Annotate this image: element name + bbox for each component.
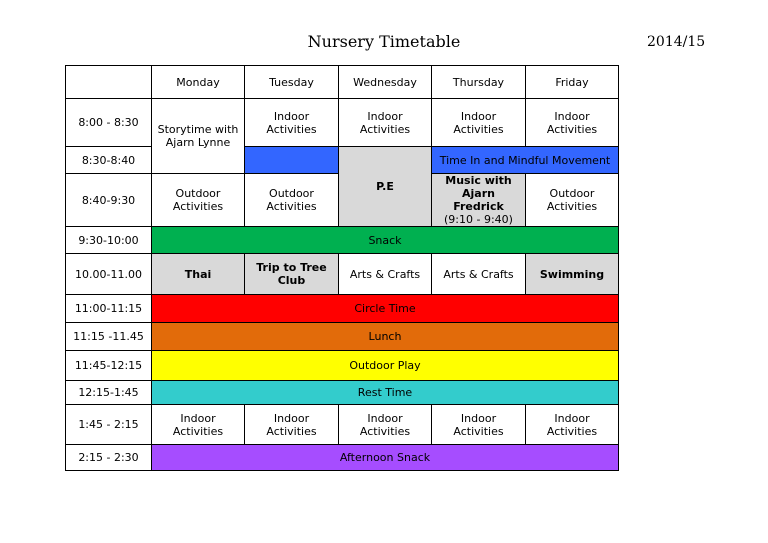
time-cell: 9:30-10:00 [66,227,152,254]
lunch-band: Lunch [152,323,619,351]
friday-cell: Indoor Activities [526,99,619,147]
swimming-cell: Swimming [526,254,619,295]
time-cell: 8:00 - 8:30 [66,99,152,147]
thai-cell: Thai [152,254,245,295]
tuesday-cell: Indoor Activities [245,405,339,445]
timetable [65,65,619,471]
header-row [66,66,619,99]
outdoor-play-band: Outdoor Play [152,351,619,381]
time-cell: 12:15-1:45 [66,381,152,405]
table-row [66,295,619,323]
table-row [66,381,619,405]
time-cell: 8:30-8:40 [66,147,152,174]
page-title: Nursery Timetable [307,32,461,51]
thursday-cell: Indoor Activities [432,99,526,147]
day-header: Wednesday [339,66,432,99]
tuesday-cell: Outdoor Activities [245,174,339,227]
monday-cell: Outdoor Activities [152,174,245,227]
time-cell: 8:40-9:30 [66,174,152,227]
monday-storytime: Storytime with Ajarn Lynne [152,99,245,174]
table-row [66,227,619,254]
table-row [66,445,619,471]
friday-cell: Outdoor Activities [526,174,619,227]
day-header: Friday [526,66,619,99]
table-row [66,147,619,174]
music-time: (9:10 - 9:40) [444,213,513,226]
time-cell: 11:45-12:15 [66,351,152,381]
tree-club-cell: Trip to Tree Club [245,254,339,295]
table-row [66,254,619,295]
wednesday-cell: Indoor Activities [339,405,432,445]
wednesday-cell: Arts & Crafts [339,254,432,295]
thursday-cell: Arts & Crafts [432,254,526,295]
afternoon-snack-band: Afternoon Snack [152,445,619,471]
tuesday-cell: Indoor Activities [245,99,339,147]
table-row [66,405,619,445]
table-row [66,351,619,381]
monday-cell: Indoor Activities [152,405,245,445]
friday-cell: Indoor Activities [526,405,619,445]
time-cell: 11:00-11:15 [66,295,152,323]
school-year: 2014/15 [647,34,706,50]
time-cell: 11:15 -11.45 [66,323,152,351]
time-cell: 10.00-11.00 [66,254,152,295]
thursday-cell: Indoor Activities [432,405,526,445]
snack-band: Snack [152,227,619,254]
day-header: Thursday [432,66,526,99]
time-cell: 2:15 - 2:30 [66,445,152,471]
wednesday-cell: Indoor Activities [339,99,432,147]
music-title: Music with Ajarn Fredrick [445,174,512,213]
table-row [66,99,619,147]
day-header: Tuesday [245,66,339,99]
circle-time-band: Circle Time [152,295,619,323]
pe-cell: P.E [339,147,432,227]
corner-cell [66,66,152,99]
day-header: Monday [152,66,245,99]
time-cell: 1:45 - 2:15 [66,405,152,445]
rest-time-band: Rest Time [152,381,619,405]
tuesday-blue-block [245,147,339,174]
music-cell [432,174,526,227]
mindful-movement-cell: Time In and Mindful Movement [432,147,619,174]
table-row [66,323,619,351]
